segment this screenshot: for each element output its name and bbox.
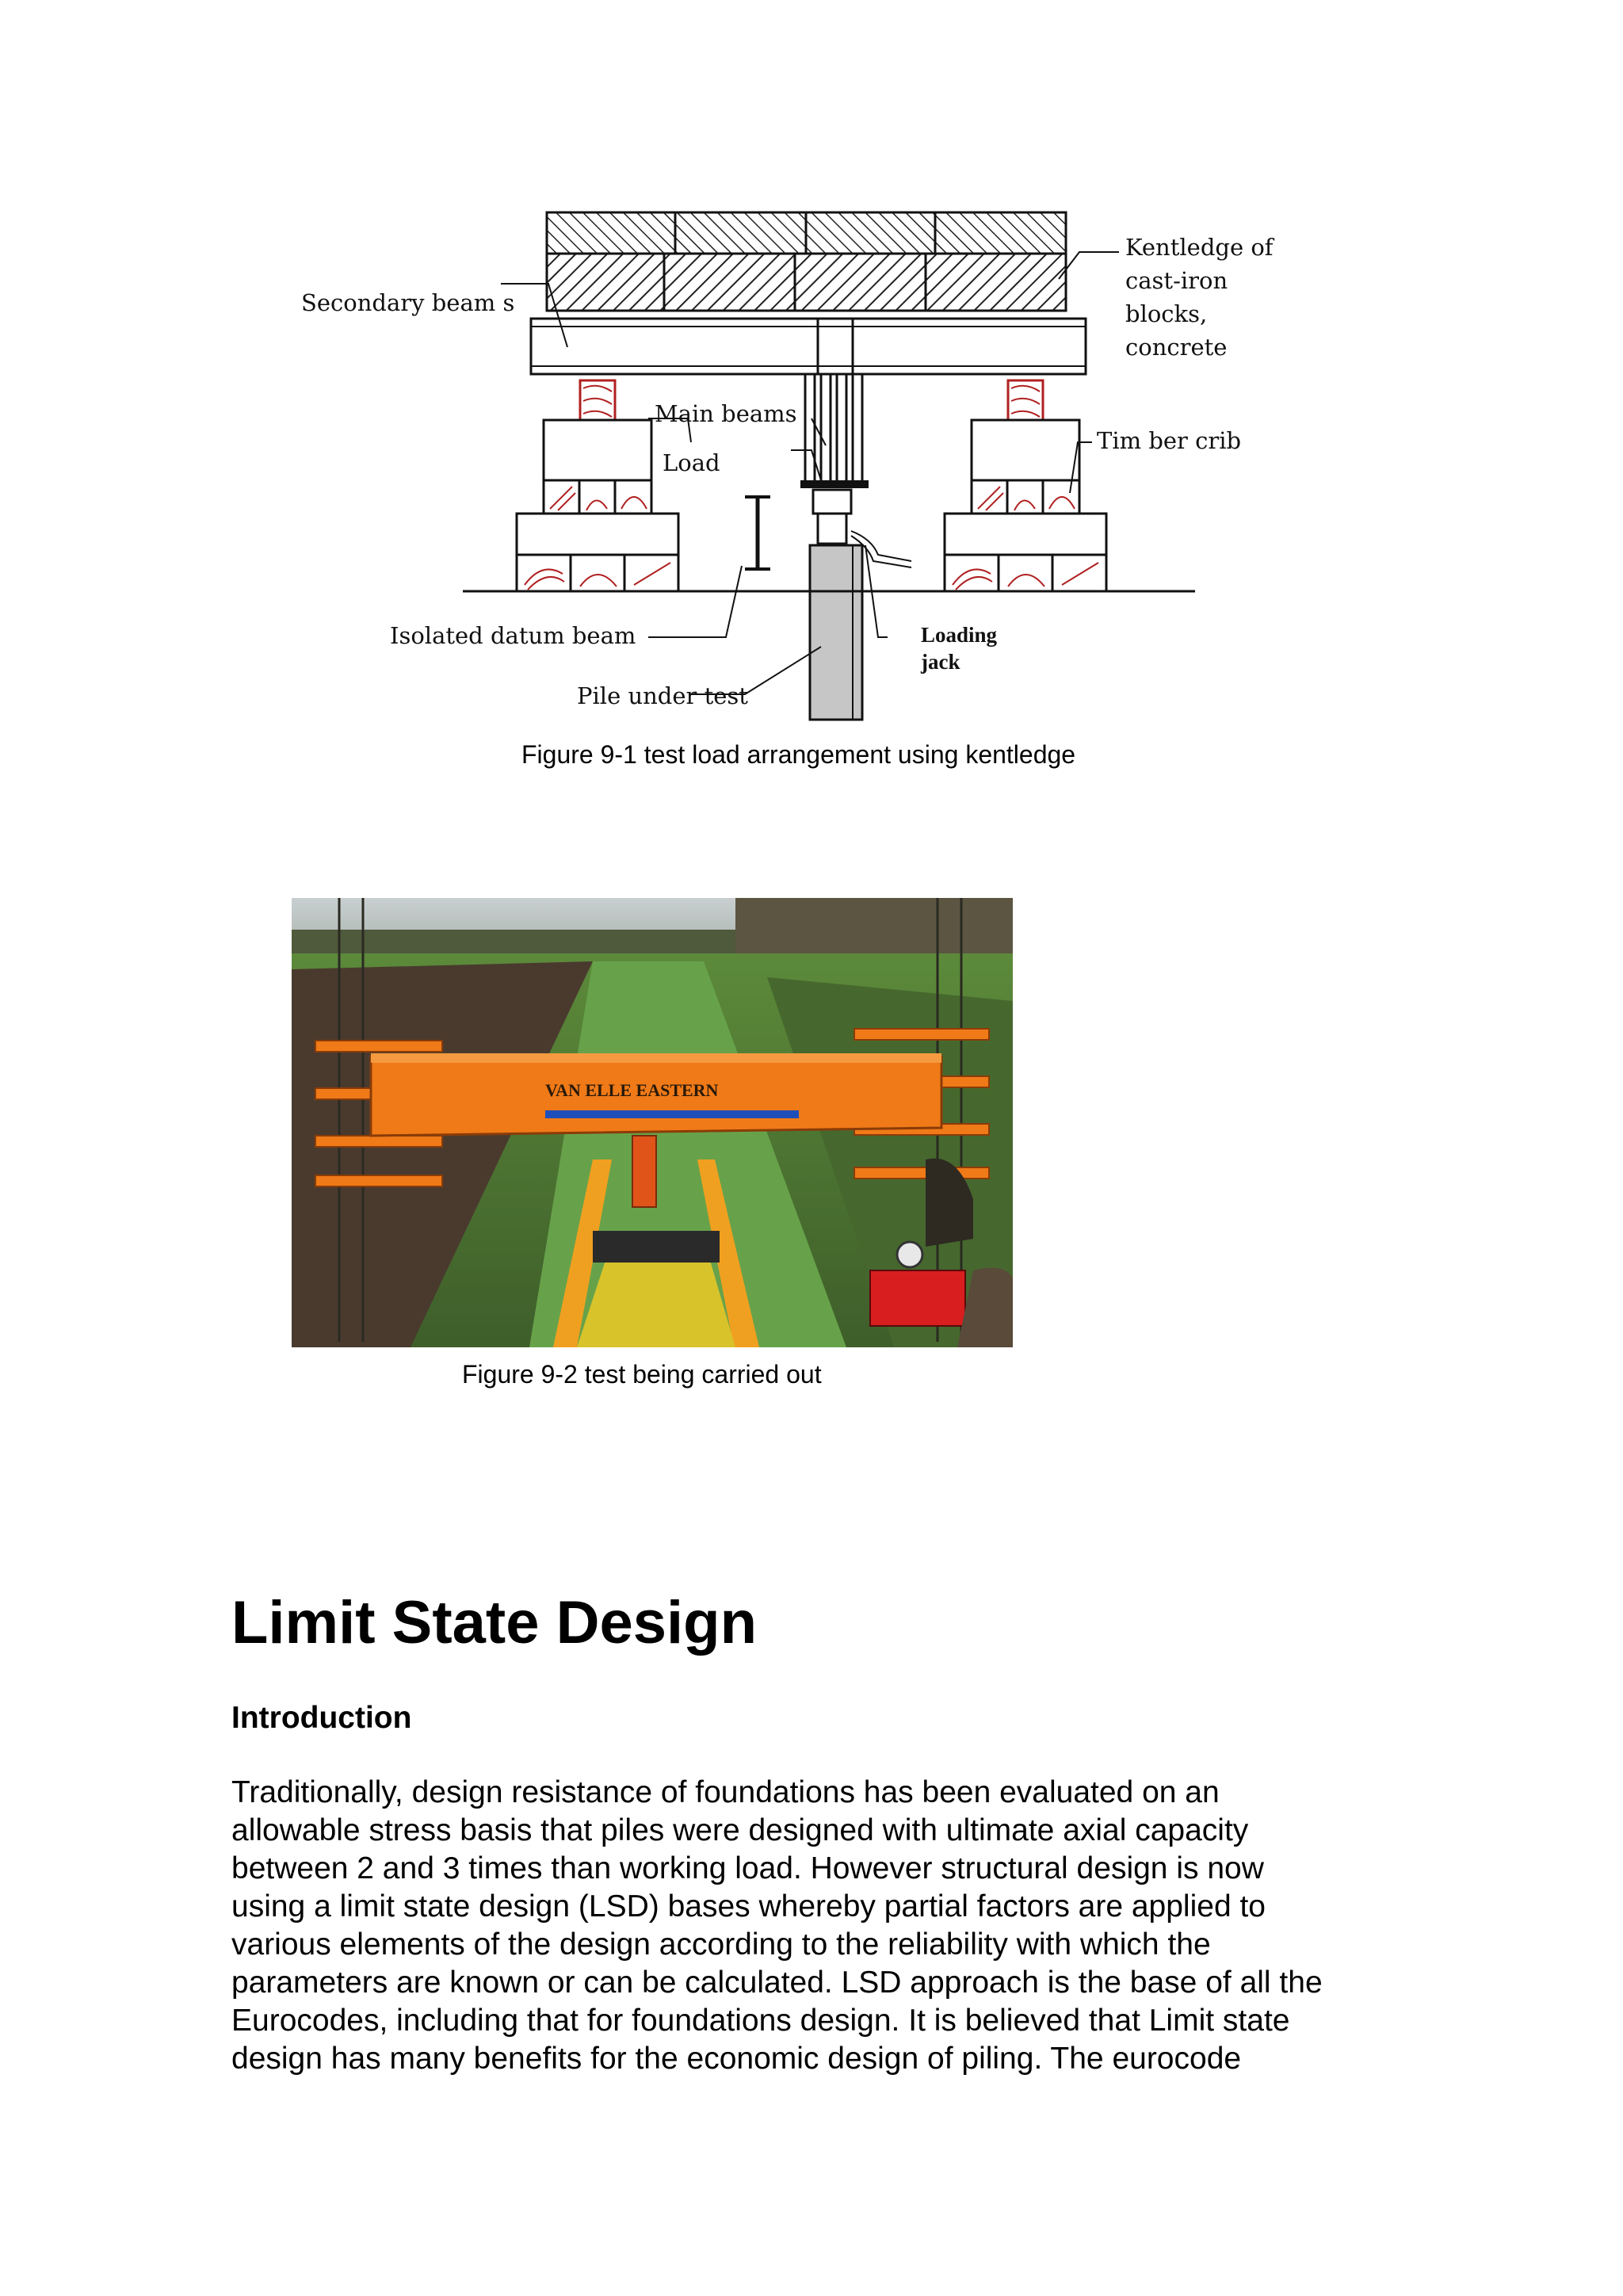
label-main-beams: Main beams [655,400,797,427]
label-isolated-datum-beam: Isolated datum beam [390,622,636,649]
secondary-beam [531,319,1086,374]
figure-1-caption: Figure 9-1 test load arrangement using kentledge [521,740,1076,769]
datum-beam [745,495,770,571]
beam-lettering: VAN ELLE EASTERN [545,1080,719,1100]
paragraph-line: allowable stress basis that piles were designed with ultimate axial capacity [231,1813,1249,1847]
paragraph-line: using a limit state design (LSD) bases whereby partial factors are applied to [231,1889,1266,1924]
label-secondary-beams: Secondary beam s [301,289,515,316]
paragraph-line: various elements of the design according to the reliability with which the [231,1927,1211,1962]
label-kentledge-2: cast-iron [1125,267,1228,294]
label-loading-jack-2: jack [921,650,960,674]
figure-2-caption: Figure 9-2 test being carried out [462,1360,822,1389]
label-pile-under-test: Pile under test [577,682,748,709]
section-subheading: Introduction [231,1701,412,1735]
main-beams [800,374,869,488]
paragraph-line: design has many benefits for the economic design of piling. The eurocode [231,2042,1242,2076]
paragraph-line: Eurocodes, including that for foundations design. It is believed that Limit state [231,2004,1290,2038]
label-timber-crib: Tim ber crib [1097,427,1242,454]
label-load: Load [663,449,720,476]
section-heading: Limit State Design [231,1589,757,1656]
body-paragraph [231,1774,1420,2078]
paragraph-line: between 2 and 3 times than working load. However structural design is now [231,1851,1264,1885]
paragraph-line: Traditionally, design resistance of foundations has been evaluated on an [231,1775,1220,1809]
label-loading-jack-1: Loading [921,623,998,647]
label-kentledge-4: concrete [1125,334,1228,361]
test-photo [292,898,1013,1347]
right-timber-crib [945,380,1106,591]
pile-under-test [810,545,862,720]
kentledge-diagram [285,198,1274,721]
label-kentledge-3: blocks, [1125,300,1208,327]
paragraph-line: parameters are known or can be calculated. LSD approach is the base of all the [231,1966,1323,2000]
kentledge-blocks [547,212,1066,311]
label-kentledge-1: Kentledge of [1125,234,1274,261]
